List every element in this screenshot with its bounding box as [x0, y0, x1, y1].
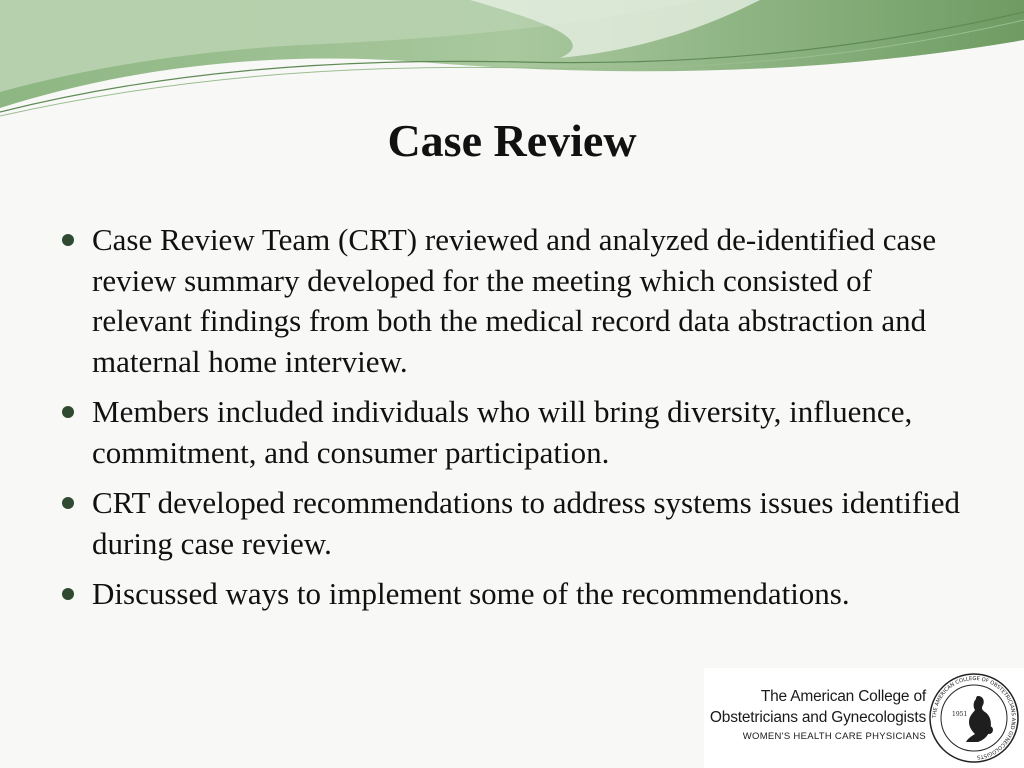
bullet-text: Case Review Team (CRT) reviewed and analyzed de-identified case review summary developed for the meeting which consisted of relevant findings from both the medical record data abstraction and maternal home interview.	[92, 222, 937, 379]
logo-wordmark	[706, 686, 926, 746]
seal-icon	[928, 672, 1020, 764]
list-item	[60, 574, 960, 615]
logo-line-2: Obstetricians and Gynecologists	[709, 709, 926, 726]
slide-title: Case Review	[387, 115, 637, 166]
bullet-text: Discussed ways to implement some of the recommendations.	[92, 576, 850, 611]
bullet-icon	[62, 406, 74, 418]
bullet-icon	[62, 588, 74, 600]
header-banner	[0, 0, 1024, 120]
bullet-text: Members included individuals who will bring diversity, influence, commitment, and consumer participation.	[92, 394, 913, 470]
logo-line-1: The American College of	[760, 688, 926, 705]
seal-ring-text: THE AMERICAN COLLEGE OF OBSTETRICIANS AND GYNECOLOGISTS	[931, 675, 1017, 760]
bullet-text: CRT developed recommendations to address systems issues identified during case review.	[92, 485, 960, 561]
list-item	[60, 220, 960, 382]
list-item	[60, 483, 960, 564]
list-item	[60, 392, 960, 473]
bullet-icon	[62, 497, 74, 509]
bullet-list	[60, 220, 960, 625]
logo-tagline: WOMEN'S HEALTH CARE PHYSICIANS	[742, 731, 926, 742]
acog-logo	[704, 668, 1024, 768]
bullet-icon	[62, 234, 74, 246]
seal-year: 1951	[952, 711, 968, 718]
